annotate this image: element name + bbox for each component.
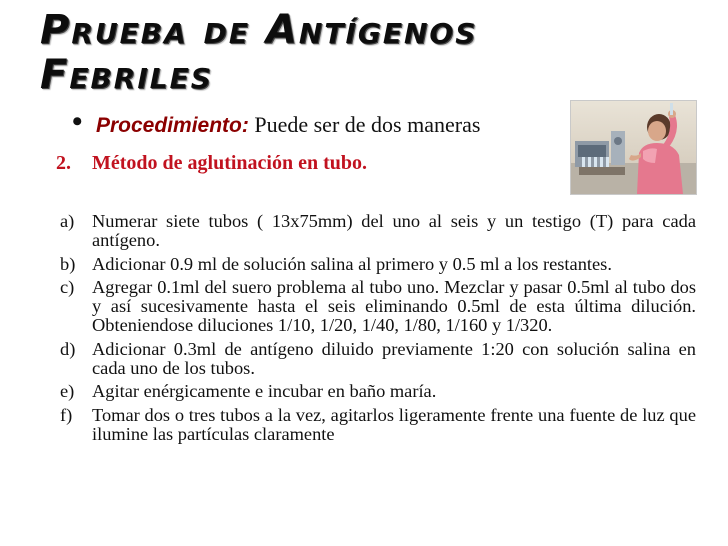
bullet-icon: • <box>72 105 83 138</box>
list-item-text: Tomar dos o tres tubos a la vez, agitarlos ligeramente frente una fuente de luz que ilumine las partículas claramente <box>92 404 696 444</box>
slide-title-line-1: Prueba de Antígenos <box>40 7 478 53</box>
list-item-letter: e) <box>60 381 75 402</box>
list-item-letter: f) <box>60 404 73 425</box>
list-item-text: Adicionar 0.9 ml de solución salina al primero y 0.5 ml a los restantes. <box>92 253 612 274</box>
list-item-text: Adicionar 0.3ml de antígeno diluido previamente 1:20 con solución salina en cada uno de los tubos. <box>92 338 696 378</box>
slide-title <box>40 8 477 98</box>
lab-technician-photo <box>570 100 697 195</box>
list-item <box>60 212 696 250</box>
method-heading <box>56 152 368 175</box>
slide-title-line-2: Febriles <box>40 52 213 98</box>
method-title: Método de aglutinación en tubo. <box>92 152 368 174</box>
list-item <box>60 278 696 336</box>
list-item-letter: a) <box>60 211 75 231</box>
list-item <box>60 255 696 274</box>
procedure-text: Puede ser de dos maneras <box>248 112 481 137</box>
procedure-steps-list <box>60 212 696 448</box>
procedure-label: Procedimiento: <box>96 114 249 137</box>
list-item <box>60 382 696 401</box>
procedure-subtitle <box>72 105 481 139</box>
list-item <box>60 340 696 378</box>
list-item-letter: c) <box>60 276 75 297</box>
method-number: 2. <box>56 152 71 174</box>
list-item-letter: d) <box>60 338 76 359</box>
lab-photo-illustration <box>571 101 696 194</box>
list-item-letter: b) <box>60 253 76 274</box>
list-item-text: Agitar enérgicamente e incubar en baño maría. <box>92 381 437 402</box>
list-item <box>60 406 696 444</box>
list-item-text: Agregar 0.1ml del suero problema al tubo uno. Mezclar y pasar 0.5ml al tubo dos y así sucesivamente hasta el seis eliminando 0.5ml de esta última dilución. Obteniendose diluciones 1/10, 1/20, 1/40, 1/80, 1/160 y 1/320. <box>92 276 696 336</box>
list-item-text: Numerar siete tubos ( 13x75mm) del uno al seis y un testigo (T) para cada antígeno. <box>92 211 696 251</box>
